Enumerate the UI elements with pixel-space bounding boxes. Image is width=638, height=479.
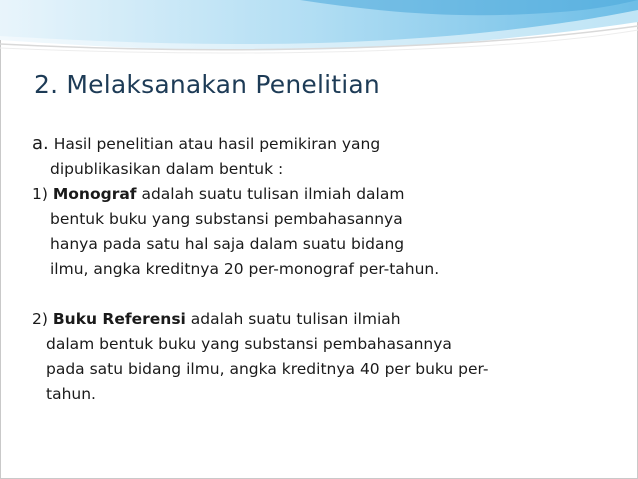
item-1-marker: 1) [32, 185, 53, 203]
item-a-marker: a. [32, 133, 49, 154]
item-a-text-1: Hasil penelitian atau hasil pemikiran yang [48, 135, 381, 153]
slide-title: 2. Melaksanakan Penelitian [34, 70, 380, 99]
item-a-line-1 [32, 131, 622, 157]
item-a-line-2: dipublikasikan dalam bentuk : [50, 160, 284, 178]
slide-content [32, 70, 622, 407]
item-2-line-3: pada satu bidang ilmu, angka kreditnya 40 per buku per- [46, 360, 489, 378]
item-1-text-1: adalah suatu tulisan ilmiah dalam [136, 185, 405, 203]
item-1-term: Monograf [52, 185, 137, 203]
item-2-text-1: adalah suatu tulisan ilmiah [185, 310, 401, 328]
header-wave-decoration [0, 0, 638, 70]
item-1-line-2: bentuk buku yang substansi pembahasannya [50, 210, 403, 228]
item-2-line-1 [32, 307, 622, 332]
item-2-term: Buku Referensi [52, 310, 186, 328]
item-2-line-4: tahun. [46, 385, 96, 403]
item-2-marker: 2) [32, 310, 53, 328]
item-2-line-2: dalam bentuk buku yang substansi pembahasannya [46, 335, 452, 353]
spacer [32, 282, 622, 307]
item-1-line-4: ilmu, angka kreditnya 20 per-monograf per-tahun. [50, 260, 440, 278]
item-1-line-3: hanya pada satu hal saja dalam suatu bidang [50, 235, 405, 253]
item-1-line-1 [32, 182, 622, 207]
